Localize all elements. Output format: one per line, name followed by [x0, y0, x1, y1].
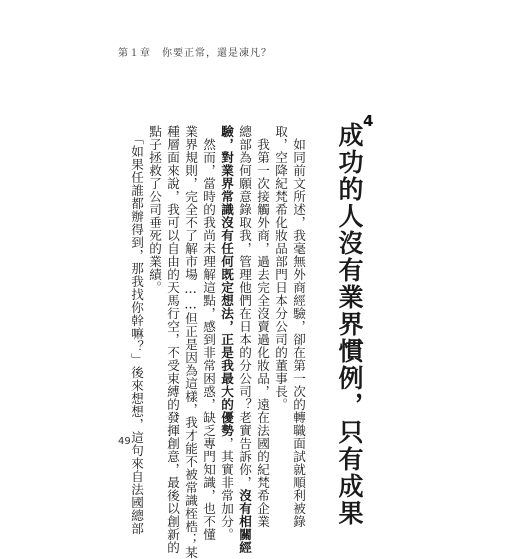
section-number: 4	[363, 112, 374, 130]
page-number: 49	[118, 436, 131, 447]
text-line	[218, 125, 234, 541]
text-line	[128, 125, 144, 535]
text-line	[164, 125, 180, 554]
text-line	[236, 125, 252, 554]
line-text: 總部為何願意錄取我，管理他們在日本的分公司？老實告訴你，	[237, 125, 252, 489]
emphasis-text: 沒有相關經	[237, 489, 252, 554]
line-text: ，其實非常加分。	[219, 437, 234, 541]
line-text: 我第一次接觸外商，過去完全沒賣過化妝品，遠在法國的紀梵希企業	[255, 125, 270, 528]
section-heading: 成功的人沒有業界慣例，只有成果	[335, 122, 364, 527]
text-line	[272, 125, 288, 415]
line-text: 取，空降紀梵希化妝品部門日本分公司的董事長。	[273, 125, 288, 411]
line-text: 「如果任誰都辦得到，那我找你幹嘛？」後來想想，這句來自法國總部	[129, 125, 144, 535]
running-head: 第１章 你要正常，還是凍凡？	[118, 48, 272, 59]
text-line	[254, 125, 270, 528]
text-line	[290, 125, 306, 528]
text-line	[182, 125, 198, 559]
line-text: 點子拯救了公司垂死的業績。	[147, 125, 162, 294]
line-text: 業界規則，完全不了解市場……但正是因為這樣，我才能不被常識桎梏；某	[183, 125, 198, 559]
emphasis-text: 驗，對業界常識沒有任何既定想法，正是我最大的優勢	[219, 125, 234, 437]
text-line	[146, 125, 162, 415]
text-line	[200, 125, 216, 541]
line-text: 如同前文所述，我毫無外商經驗，卻在第一次的轉職面試就順利被錄	[291, 125, 306, 528]
line-text: 種層面來說，我可以自由的天馬行空，不受束縛的發揮創意，最後以創新的	[165, 125, 180, 554]
line-text: 然而，當時的我尚未理解這點，感到非常困惑，缺乏專門知識，也不懂	[201, 125, 216, 541]
